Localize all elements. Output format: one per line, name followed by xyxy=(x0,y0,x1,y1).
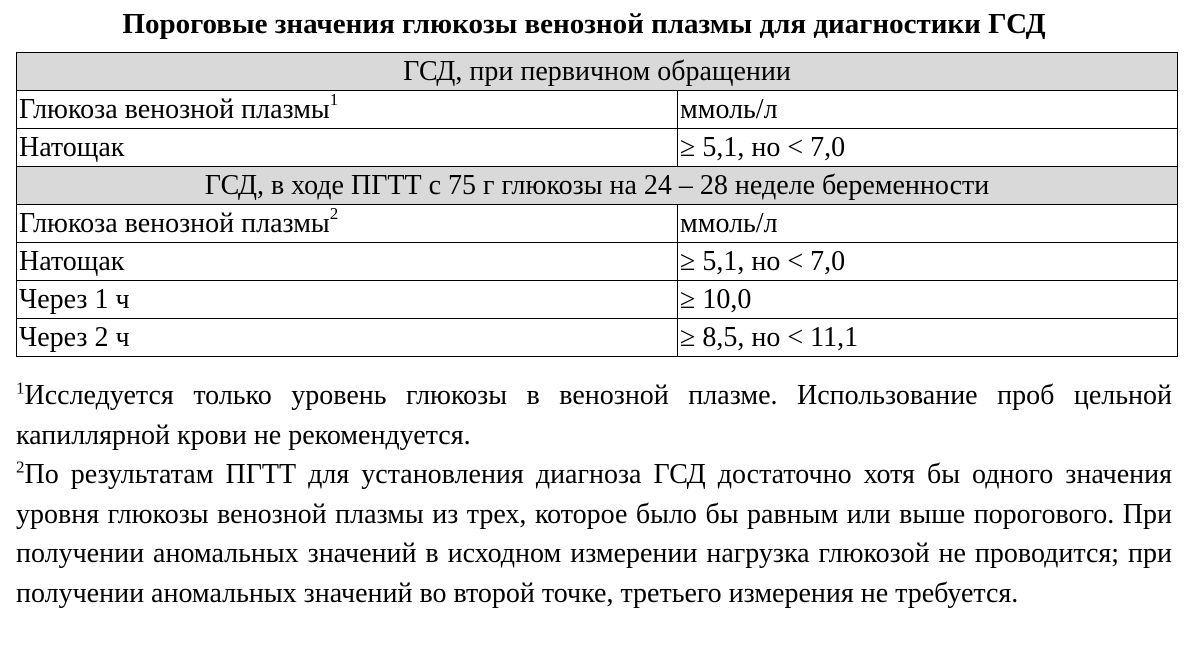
footnote-marker: 1 xyxy=(16,378,25,398)
row-label-cell: Через 1 ч xyxy=(17,281,678,319)
table-row xyxy=(17,91,1178,129)
row-label-cell: Через 2 ч xyxy=(17,319,678,357)
footnote-text: Исследуется только уровень глюкозы в венозной плазме. Использование проб цельной капиллярной крови не рекомендуется. xyxy=(16,380,1172,451)
row-label: Глюкоза венозной плазмы xyxy=(19,208,330,239)
footnote-marker: 2 xyxy=(329,204,339,223)
section-header-row xyxy=(17,53,1178,91)
footnotes xyxy=(16,376,1172,613)
row-value-cell: ≥ 5,1, но < 7,0 xyxy=(678,243,1178,281)
table-row xyxy=(17,129,1178,167)
row-label-cell xyxy=(17,91,678,129)
glucose-threshold-table xyxy=(16,52,1178,357)
row-value-cell: ≥ 10,0 xyxy=(678,281,1178,319)
footnote-text: По результатам ПГТТ для установления диагноза ГСД достаточно хотя бы одного значения уровня глюкозы венозной плазмы из трех, которое было бы равным или выше порогового. При получении аномальных значений в исходном измерении нагрузка глюкозой не проводится; при получении аномальных значений во второй точке, третьего измерения не требуется. xyxy=(16,459,1172,609)
table-row xyxy=(17,243,1178,281)
table-row xyxy=(17,281,1178,319)
row-value-cell: ≥ 5,1, но < 7,0 xyxy=(678,129,1178,167)
row-value-cell: ммоль/л xyxy=(678,205,1178,243)
table-row xyxy=(17,205,1178,243)
footnote-marker: 1 xyxy=(329,90,339,109)
table-row xyxy=(17,319,1178,357)
row-label: Глюкоза венозной плазмы xyxy=(19,94,330,125)
section-header-primary: ГСД, при первичном обращении xyxy=(17,53,1178,91)
footnote-marker: 2 xyxy=(16,457,25,477)
page-title: Пороговые значения глюкозы венозной плазмы для диагностики ГСД xyxy=(122,8,1046,40)
section-header-row xyxy=(17,167,1178,205)
footnote-1 xyxy=(16,376,1172,455)
row-value-cell: ≥ 8,5, но < 11,1 xyxy=(678,319,1178,357)
section-header-ogtt: ГСД, в ходе ПГТТ с 75 г глюкозы на 24 – 28 неделе беременности xyxy=(17,167,1178,205)
row-label-cell xyxy=(17,205,678,243)
footnote-2 xyxy=(16,455,1172,613)
row-value-cell: ммоль/л xyxy=(678,91,1178,129)
row-label-cell: Натощак xyxy=(17,243,678,281)
row-label-cell: Натощак xyxy=(17,129,678,167)
